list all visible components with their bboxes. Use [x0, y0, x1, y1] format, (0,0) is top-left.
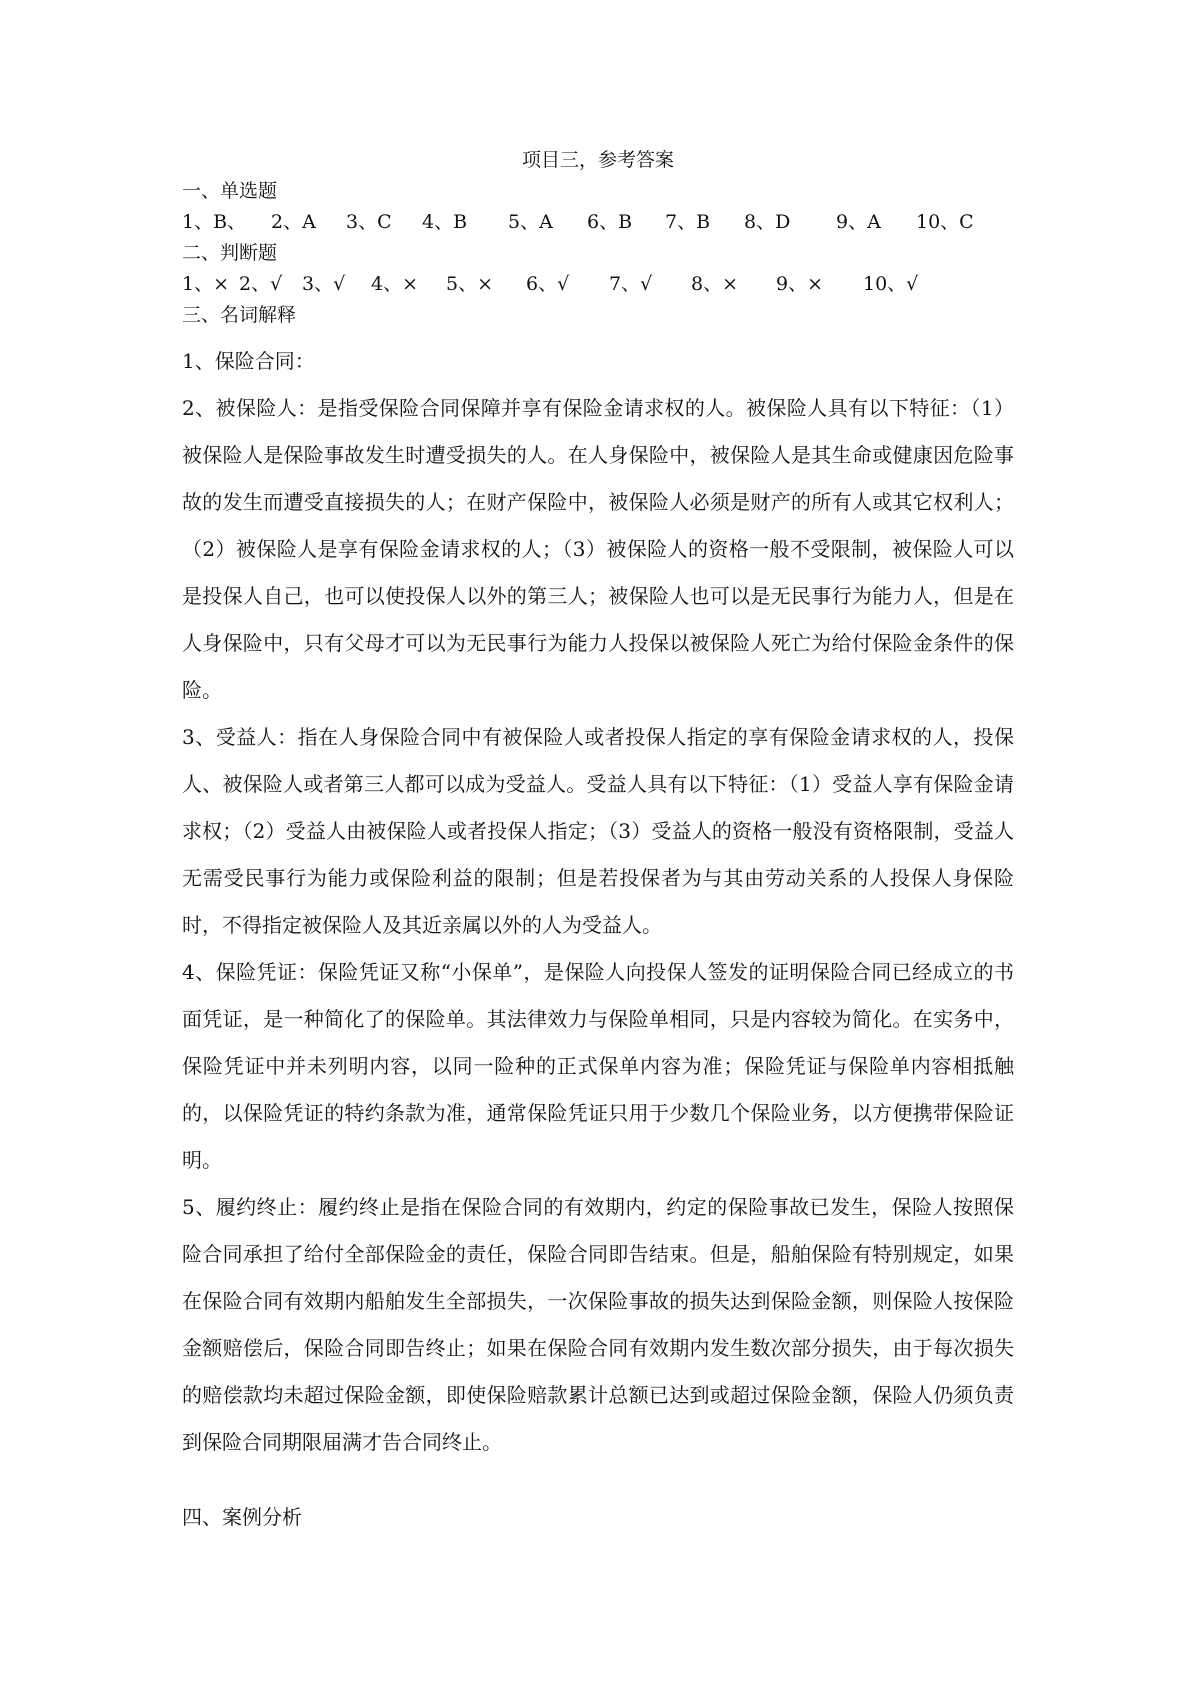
spacer	[182, 1466, 1014, 1494]
answer-item: 2、√	[239, 273, 283, 295]
answer-item: 7、B	[665, 211, 711, 233]
answer-item: 9、×	[776, 273, 824, 295]
document-title: 项目三，参考答案	[521, 149, 674, 171]
term-paragraph: 3、受益人：指在人身保险合同中有被保险人或者投保人指定的享有保险金请求权的人，投保人、被保险人或者第三人都可以成为受益人。受益人具有以下特征：（1）受益人享有保险金请求权；（2）受益人由被保险人或者投保人指定；（3）受益人的资格一般没有资格限制，受益人无需受民事行为能力或保险利益的限制；但是若投保者为与其由劳动关系的人投保人身保险时，不得指定被保险人及其近亲属以外的人为受益人。	[182, 725, 1014, 937]
answer-item: 4、×	[371, 273, 419, 295]
answer-item: 8、D	[744, 211, 791, 233]
term-paragraph: 5、履约终止：履约终止是指在保险合同的有效期内，约定的保险事故已发生，保险人按照保险合同承担了给付全部保险金的责任，保险合同即告结束。但是，船舶保险有特别规定，如果在保险合同有效期内船舶发生全部损失，一次保险事故的损失达到保险金额，则保险人按保险金额赔偿后，保险合同即告终止；如果在保险合同有效期内发生数次部分损失，由于每次损失的赔偿款均未超过保险金额，即使保险赔款累计总额已达到或超过保险金额，保险人仍须负责到保险合同期限届满才告合同终止。	[182, 1195, 1014, 1454]
term-paragraph: 1、保险合同：	[182, 349, 315, 373]
single-choice-answers	[182, 206, 1014, 238]
answer-item: 2、A	[271, 211, 316, 233]
section-heading-true-false: 二、判断题	[182, 242, 278, 264]
term-paragraph: 4、保险凭证：保险凭证又称“小保单”，是保险人向投保人签发的证明保险合同已经成立的书面凭证，是一种简化了的保险单。其法律效力与保险单相同，只是内容较为简化。在实务中，保险凭证中并未列明内容，以同一险种的正式保单内容为准；保险凭证与保险单内容相抵触的，以保险凭证的特约条款为准，通常保险凭证只用于少数几个保险业务，以方便携带保险证明。	[182, 960, 1014, 1172]
answer-item: 8、×	[691, 273, 739, 295]
answer-item: 5、×	[446, 273, 494, 295]
answer-item: 6、√	[526, 273, 570, 295]
answer-item: 6、B	[587, 211, 633, 233]
answer-item: 3、C	[346, 211, 392, 233]
section-heading-terms: 三、名词解释	[182, 304, 297, 326]
answer-item: 1、B、	[182, 211, 247, 233]
section-heading-case: 四、案例分析	[182, 1505, 302, 1529]
answer-item: 3、√	[302, 273, 346, 295]
answer-item: 1、×	[182, 273, 230, 295]
document-page	[182, 145, 1014, 1541]
answer-item: 5、A	[508, 211, 553, 233]
answer-item: 10、C	[916, 211, 974, 233]
answer-item: 7、√	[609, 273, 653, 295]
section-heading-single-choice: 一、单选题	[182, 180, 278, 202]
answer-item: 9、A	[836, 211, 881, 233]
term-paragraph: 2、被保险人：是指受保险合同保障并享有保险金请求权的人。被保险人具有以下特征：（1）被保险人是保险事故发生时遭受损失的人。在人身保险中，被保险人是其生命或健康因危险事故的发生而遭受直接损失的人；在财产保险中，被保险人必须是财产的所有人或其它权利人；（2）被保险人是享有保险金请求权的人；（3）被保险人的资格一般不受限制，被保险人可以是投保人自己，也可以使投保人以外的第三人；被保险人也可以是无民事行为能力人，但是在人身保险中，只有父母才可以为无民事行为能力人投保以被保险人死亡为给付保险金条件的保险。	[182, 396, 1014, 702]
answer-item: 10、√	[863, 273, 919, 295]
true-false-answers	[182, 268, 1014, 300]
answer-item: 4、B	[422, 211, 468, 233]
